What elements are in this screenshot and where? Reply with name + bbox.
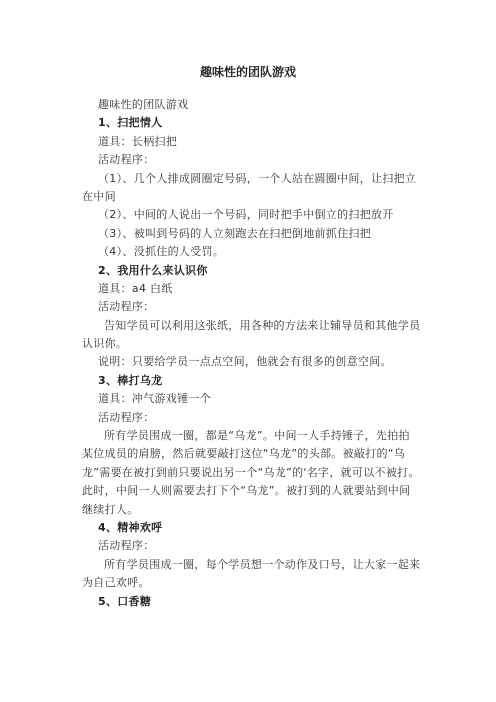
text-line: 告知学员可以利用这张纸，用各种的方法来让辅导员和其他学员 [104, 318, 420, 332]
text-line: 认识你。 [82, 337, 128, 351]
document-body [82, 96, 420, 611]
text-line: 在中间 [82, 189, 116, 203]
text-line: 说明：只要给学员一点点空间，他就会有很多的创意空间。 [98, 355, 392, 369]
text-line: （1）、几个人排成圆圈定号码，一个人站在圆圈中间，让扫把立 [98, 171, 417, 185]
text-line: 龙”需要在被打到前只要说出另一个“乌龙”的'名字，就可以不被打。 [82, 465, 420, 479]
text-line: 道具：长柄扫把 [98, 134, 178, 148]
text-line: 活动程序： [98, 153, 155, 167]
text-line: （3）、被叫到号码的人立刻跑去在扫把倒地前抓住扫把 [98, 226, 371, 240]
section-heading: 5、口香糖 [98, 594, 152, 608]
text-line: 某位成员的肩膀，然后就要敲打这位“乌龙”的头部。被敲打的“乌 [82, 447, 406, 461]
page-title: 趣味性的团队游戏 [199, 65, 296, 79]
section-heading: 4、精神欢呼 [98, 520, 163, 534]
text-line: 道具：a4 白纸 [98, 281, 173, 295]
text-line: （2）、中间的人说出一个号码，同时把手中倒立的扫把放开 [98, 208, 394, 222]
text-line: 继续打人。 [82, 502, 139, 516]
text-line: 道具：冲气游戏锤一个 [98, 392, 211, 406]
section-heading: 1、扫把情人 [98, 116, 163, 130]
text-line: （4）、没抓住的人受罚。 [98, 245, 225, 259]
text-line: 所有学员围成一圈，都是“乌龙”。中间一人手持锤子，先拍拍 [104, 429, 410, 443]
section-heading: 2、我用什么来认识你 [98, 263, 208, 277]
section-heading: 3、棒打乌龙 [98, 373, 163, 387]
intro-line: 趣味性的团队游戏 [98, 98, 189, 111]
text-line: 活动程序： [98, 539, 155, 553]
text-line: 所有学员围成一圈，每个学员想一个动作及口号，让大家一起来 [104, 557, 420, 571]
text-line: 此时，中间一人则需要去打下个“乌龙”。被打到的人就要站到中间 [82, 484, 411, 498]
text-line: 活动程序： [98, 300, 155, 314]
text-line: 活动程序： [98, 410, 155, 424]
text-line: 为自己欢呼。 [82, 576, 150, 590]
